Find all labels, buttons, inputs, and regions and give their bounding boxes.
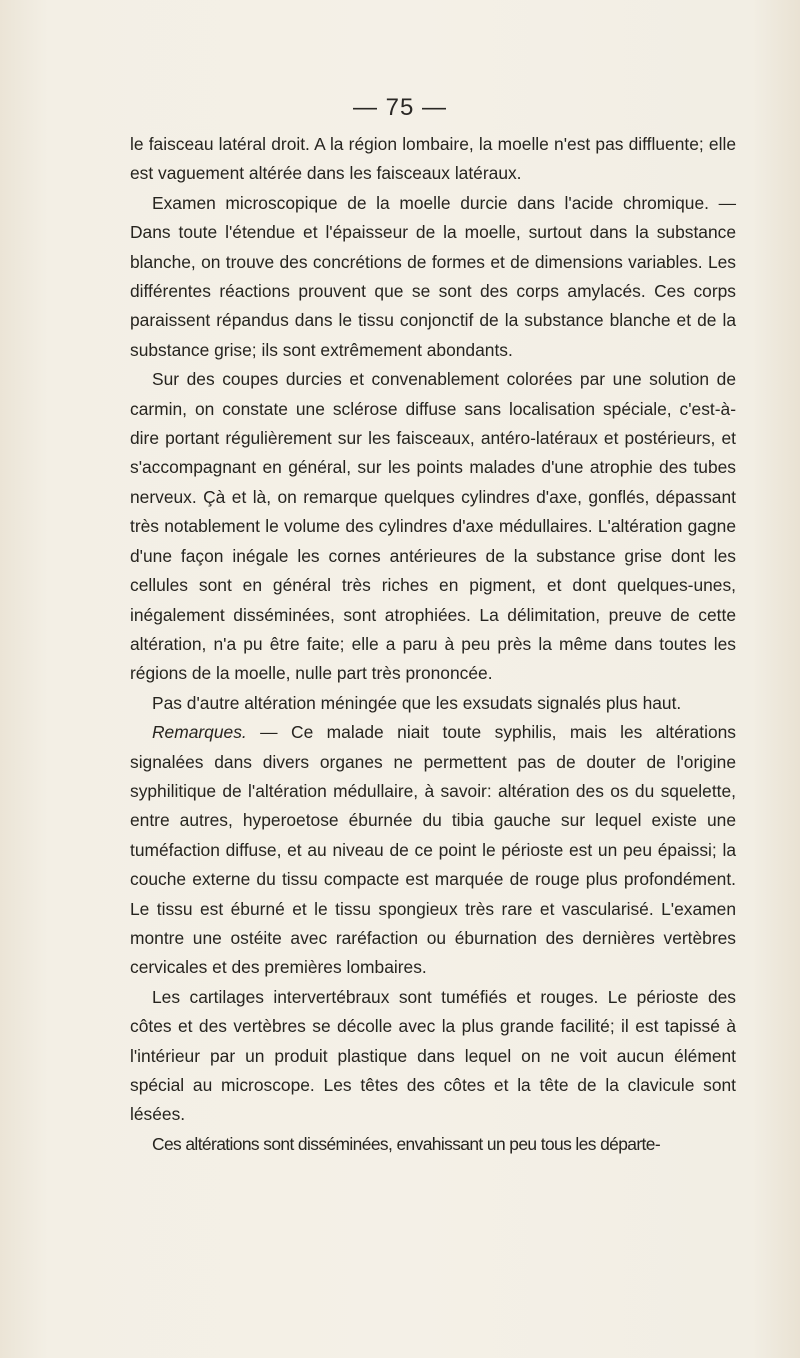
remarks-label: Remarques. (152, 722, 247, 743)
page-number: — 75 — (352, 94, 448, 121)
paragraph-meningeal: Pas d'autre altération méningée que les exsudats signalés plus haut. (152, 692, 682, 713)
paragraph-continuation: le faisceau latéral droit. A la région lombaire, la moelle n'est pas diffluente; elle est vaguement altérée dans les faisceaux latéraux. (130, 134, 736, 184)
remarks-text: — Ce malade niait toute syphilis, mais les altérations signalées dans divers organes ne permettent pas de douter de l'origine syphilitique de l'altération médullaire, à savoir: altération des os du squelette, entre autres, hyperoetose éburnée du tibia gauche sur lequel existe une tuméfaction diffuse, et au niveau de ce point le périoste est un peu épaissi; la couche externe du tissu compacte est marquée de rouge plus profondément. Le tissu est éburné et le tissu spongieux très rare et vascularisé. L'examen montre une ostéite avec raréfaction ou éburnation des dernières vertèbres cervicales et des premières lombaires. (130, 722, 736, 978)
paragraph-remarks (130, 718, 736, 983)
paragraph-microscopic-exam: Examen microscopique de la moelle durcie dans l'acide chromique. — Dans toute l'étendue et l'épaisseur de la moelle, surtout dans la substance blanche, on trouve des concrétions de formes et de dimensions variables. Les différentes réactions prouvent que se sont des corps amylacés. Ces corps paraissent répandus dans le tissu conjonctif de la substance blanche et de la substance grise; ils sont extrêmement abondants. (130, 192, 736, 360)
paragraph-last-line: Ces altérations sont disséminées, envahissant un peu tous les départe- (152, 1133, 661, 1154)
paragraph-cartilages: Les cartilages intervertébraux sont tuméfiés et rouges. Le périoste des côtes et des vertèbres se décolle avec la plus grande facilité; il est tapissé à l'intérieur par un produit plastique dans lequel on ne voit aucun élément spécial au microscope. Les têtes des côtes et la tête de la clavicule sont lésées. (130, 986, 736, 1125)
page-body (130, 130, 736, 1159)
paragraph-carmine-sections: Sur des coupes durcies et convenablement colorées par une solution de carmin, on constate une sclérose diffuse sans localisation spéciale, c'est-à-dire portant régulièrement sur les faisceaux, antéro-latéraux et postérieurs, et s'accompagnant en général, sur les points malades d'une atrophie des tubes nerveux. Çà et là, on remarque quelques cylindres d'axe, gonflés, dépassant très notablement le volume des cylindres d'axe médullaires. L'altération gagne d'une façon inégale les cornes antérieures de la substance grise dont les cellules sont en général très riches en pigment, et dont quelques-unes, inégalement disséminées, sont atrophiées. La délimitation, preuve de cette altération, n'a pu être faite; elle a paru à peu près la même dans toutes les régions de la moelle, nulle part très prononcée. (130, 369, 736, 684)
